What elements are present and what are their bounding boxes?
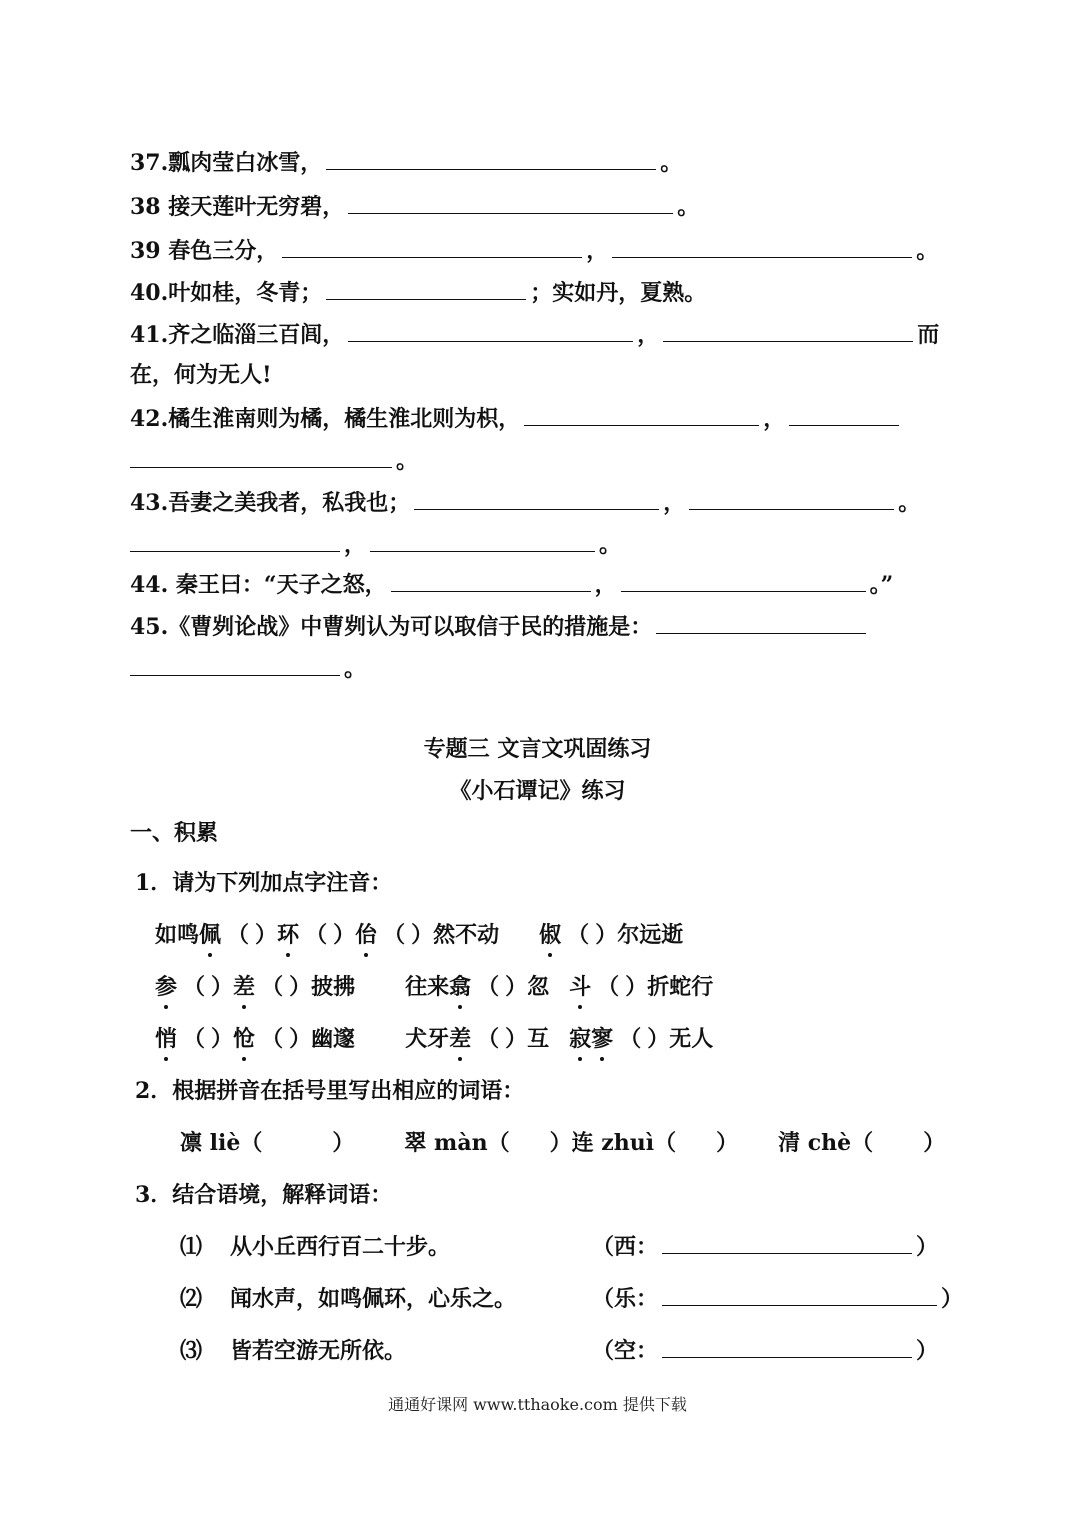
explain-2-answer: （乐： ） xyxy=(592,1286,964,1312)
answer-blank[interactable] xyxy=(656,615,866,634)
answer-blank[interactable] xyxy=(348,323,633,342)
pinyin-row-2: 参 （ ）差 （ ）披拂 往来翕 （ ）忽 斗 （ ）折蛇行 xyxy=(155,970,713,1001)
answer-blank[interactable] xyxy=(130,657,340,676)
explain-3-num: ⑶ xyxy=(180,1338,203,1364)
question-39: 39 春色三分， ， 。 xyxy=(130,238,939,264)
explain-2-text: 闻水声，如鸣佩环，心乐之。 xyxy=(230,1286,517,1312)
answer-blank[interactable] xyxy=(662,1235,912,1254)
answer-blank[interactable] xyxy=(130,533,340,552)
question-38: 38 接天莲叶无穷碧， 。 xyxy=(130,194,700,220)
question-41-continued: 在，何为无人! xyxy=(130,362,272,388)
answer-blank[interactable] xyxy=(326,151,656,170)
item-2-prompt: 2．根据拼音在括号里写出相应的词语： xyxy=(135,1078,525,1104)
answer-blank[interactable] xyxy=(789,407,899,426)
answer-blank[interactable] xyxy=(662,1339,912,1358)
section-subtitle: 《小石谭记》练习 xyxy=(449,778,626,804)
answer-blank[interactable] xyxy=(348,195,673,214)
explain-1-num: ⑴ xyxy=(180,1234,203,1260)
answer-blank[interactable] xyxy=(391,573,591,592)
question-42-continued: 。 xyxy=(130,444,418,475)
answer-blank[interactable] xyxy=(370,533,595,552)
answer-blank[interactable] xyxy=(282,239,582,258)
section-title: 专题三 文言文巩固练习 xyxy=(423,736,652,762)
explain-1-answer: （西： ） xyxy=(592,1234,939,1260)
answer-blank[interactable] xyxy=(326,281,526,300)
answer-blank[interactable] xyxy=(130,449,392,468)
answer-blank[interactable] xyxy=(524,407,759,426)
explain-2-num: ⑵ xyxy=(180,1286,203,1312)
explain-3-text: 皆若空游无所依。 xyxy=(230,1338,407,1364)
explain-1-text: 从小丘西行百二十步。 xyxy=(230,1234,451,1260)
pinyin-row-3: 悄 （ ）怆 （ ）幽邃 犬牙差 （ ）互 寂寥 （ ）无人 xyxy=(155,1022,713,1053)
write-words-row: 凛 liè（ ） 翠 màn（ ）连 zhuì（ ） 清 chè（ ） xyxy=(180,1130,946,1156)
answer-blank[interactable] xyxy=(621,573,866,592)
answer-blank[interactable] xyxy=(663,323,913,342)
answer-blank[interactable] xyxy=(689,491,894,510)
answer-blank[interactable] xyxy=(612,239,912,258)
question-42: 42.橘生淮南则为橘，橘生淮北则为枳， ， xyxy=(130,402,903,433)
question-43: 43.吾妻之美我者，私我也； ， 。 xyxy=(130,490,921,516)
question-43-continued: ， 。 xyxy=(130,528,621,559)
question-45-continued: 。 xyxy=(130,652,366,683)
item-1-prompt: 1．请为下列加点字注音： xyxy=(135,870,393,896)
answer-blank[interactable] xyxy=(414,491,659,510)
question-45: 45.《曹刿论战》中曹刿认为可以取信于民的措施是： xyxy=(130,610,870,641)
question-41: 41.齐之临淄三百闾， ， 而 xyxy=(130,322,940,348)
answer-blank[interactable] xyxy=(662,1287,937,1306)
part-heading: 一、积累 xyxy=(130,820,219,846)
question-40: 40.叶如桂，冬青； ；实如丹，夏熟。 xyxy=(130,280,707,306)
page-footer: 通通好课网 www.tthaoke.com 提供下载 xyxy=(388,1395,687,1414)
explain-3-answer: （空： ） xyxy=(592,1338,939,1364)
item-3-prompt: 3．结合语境，解释词语： xyxy=(135,1182,393,1208)
question-37: 37.瓢肉莹白冰雪， 。 xyxy=(130,150,683,176)
pinyin-row-1: 如鸣佩 （ ）环 （ ）佁 （ ）然不动 俶 （ ）尔远逝 xyxy=(155,918,683,949)
question-44: 44. 秦王曰：“天子之怒， ， 。” xyxy=(130,572,894,598)
